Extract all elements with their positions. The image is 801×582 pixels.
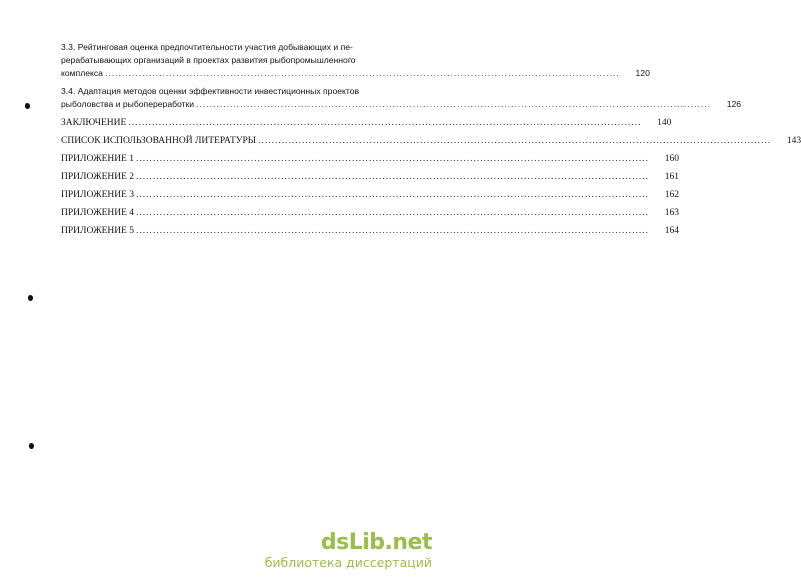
toc-entry-text: рыболовства и рыбопереработки: [61, 99, 195, 109]
dot-leader: ........................................................................................................................................................: [136, 208, 650, 218]
toc-entry-text: ПРИЛОЖЕНИЕ 2: [61, 172, 135, 182]
watermark-subtitle: библиотека диссертаций: [264, 555, 432, 570]
toc-entry: [61, 225, 680, 238]
watermark-logo: dsLib.net: [320, 530, 432, 555]
toc-page-number: 164: [664, 226, 680, 236]
toc-entry: [61, 41, 650, 80]
toc-entry: [61, 135, 801, 148]
dot-leader: ........................................................................................................................................................: [136, 190, 650, 200]
toc-entry-text: ПРИЛОЖЕНИЕ 5: [61, 226, 135, 236]
toc-page-number: 143: [786, 136, 801, 146]
toc-page-number: 126: [726, 99, 742, 109]
toc-entry-text: СПИСОК ИСПОЛЬЗОВАННОЙ ЛИТЕРАТУРЫ: [61, 136, 257, 146]
table-of-contents: [61, 41, 801, 238]
toc-page-number: 162: [664, 190, 680, 200]
dot-leader: ........................................................................................................................................................: [136, 154, 650, 164]
toc-entry-text: ЗАКЛЮЧЕНИЕ: [61, 118, 127, 128]
toc-page-number: 163: [664, 208, 680, 218]
watermark: [265, 531, 432, 570]
toc-entry-text: ПРИЛОЖЕНИЕ 1: [61, 154, 135, 164]
dot-leader: ........................................................................................................................................................: [136, 172, 650, 182]
toc-entry-text: ПРИЛОЖЕНИЕ 4: [61, 208, 135, 218]
toc-entry: [61, 117, 672, 130]
toc-entry-text: 3.3. Рейтинговая оценка предпочтительности участия добывающих и пе-: [61, 42, 353, 52]
toc-entry: [61, 85, 742, 111]
toc-page-number: 120: [635, 68, 650, 78]
toc-entry: [61, 171, 680, 184]
toc-entry-text: рерабатывающих организаций в проектах развития рыбопромышленного: [61, 55, 356, 65]
scan-artifact-dot: [29, 443, 34, 449]
dot-leader: ........................................................................................................................................................: [128, 118, 642, 128]
toc-entry-text: 3.4. Адаптация методов оценки эффективности инвестиционных проектов: [61, 86, 360, 96]
dot-leader: ........................................................................................................................................................: [258, 136, 772, 146]
toc-entry: [61, 207, 680, 220]
toc-entry: [61, 189, 680, 202]
toc-page-number: 140: [657, 118, 672, 128]
toc-entry-text: комплекса: [61, 68, 103, 78]
toc-page-number: 160: [664, 154, 680, 164]
scan-artifact-dot: [28, 295, 33, 301]
scan-artifact-dot: [25, 103, 30, 109]
toc-entry: [61, 153, 680, 166]
toc-page-number: 161: [664, 172, 680, 182]
toc-entry-text: ПРИЛОЖЕНИЕ 3: [61, 190, 135, 200]
dot-leader: ........................................................................................................................................................: [196, 99, 712, 109]
dot-leader: ........................................................................................................................................................: [104, 68, 620, 78]
dot-leader: ........................................................................................................................................................: [136, 226, 650, 236]
